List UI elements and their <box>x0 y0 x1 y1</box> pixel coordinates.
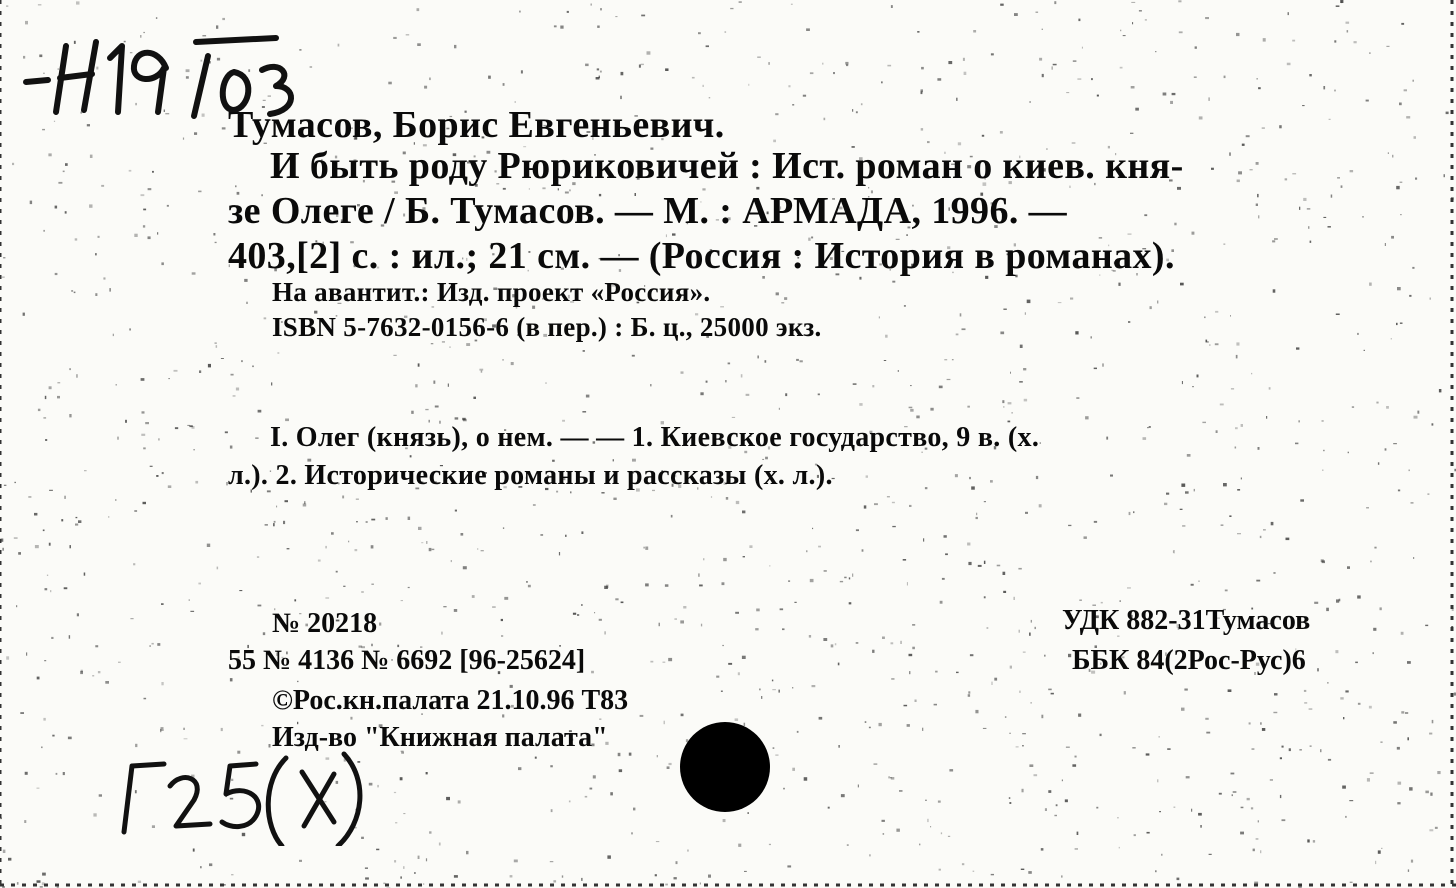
handwritten-classmark <box>106 742 366 846</box>
subjects-line-1: I. Олег (князь), о нем. — — 1. Киевское государство, 9 в. (х. <box>270 422 1040 453</box>
publisher-line: Изд-во "Книжная палата" <box>272 722 608 753</box>
title-line-1: И быть роду Рюриковичей : Ист. роман о киев. кня- <box>270 145 1184 187</box>
copyright-line: ©Рос.кн.палата 21.10.96 Т83 <box>272 685 629 716</box>
avantitle-note: На авантит.: Изд. проект «Россия». <box>272 277 711 307</box>
punch-hole <box>680 722 770 812</box>
title-line-3: 403,[2] с. : ил.; 21 см. — (Россия : История в романах). <box>228 235 1175 277</box>
author-heading: Тумасов, Борис Евгеньевич. <box>228 104 725 146</box>
record-line-2: 55 № 4136 № 6692 [96-25624] <box>228 645 586 676</box>
bbk-code: ББК 84(2Рос-Рус)6 <box>1072 645 1306 676</box>
subjects-line-2: л.). 2. Исторические романы и рассказы (х. л.). <box>228 460 833 491</box>
record-number: № 20218 <box>272 608 378 639</box>
udk-code: УДК 882-31Тумасов <box>1062 605 1311 636</box>
isbn-line: ISBN 5-7632-0156-6 (в пер.) : Б. ц., 25000 экз. <box>272 312 822 342</box>
title-line-2: зе Олеге / Б. Тумасов. — М. : АРМАДА, 1996. — <box>228 190 1068 232</box>
